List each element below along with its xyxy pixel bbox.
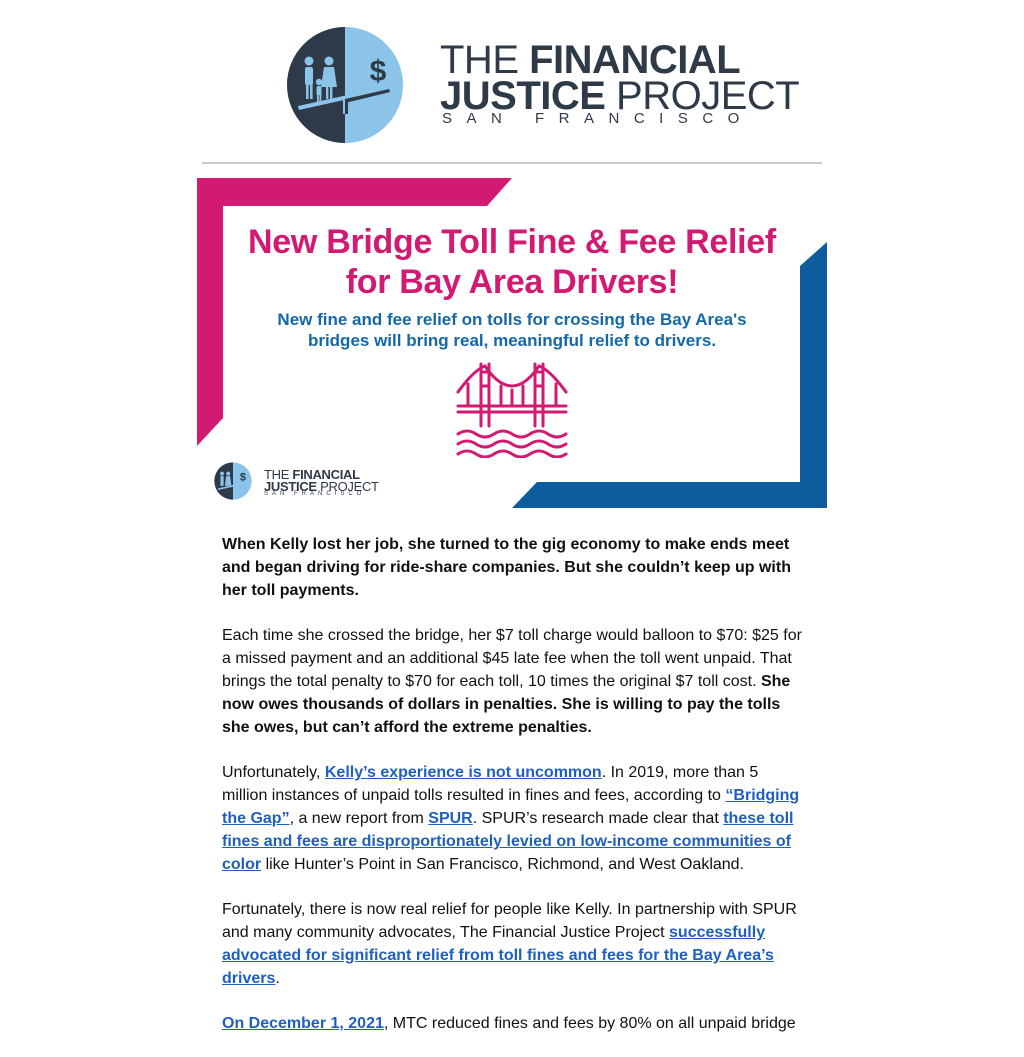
financial-justice-small-logo-icon — [214, 462, 252, 500]
banner-subtitle: New fine and fee relief on tolls for crossing the Bay Area's bridges will bring real, meaningful relief to drivers. — [277, 310, 747, 350]
small-brand-city: SAN FRANCISCO — [264, 491, 366, 497]
paragraph-december: On December 1, 2021, MTC reduced fines and fees by 80% on all unpaid bridge — [222, 1015, 796, 1032]
paragraph-intro: When Kelly lost her job, she turned to the gig economy to make ends meet and began driving for ride-share companies. But she couldn’t keep up with her toll payments. — [222, 536, 791, 599]
header-divider — [202, 162, 822, 164]
small-brand-line1: THE FINANCIAL — [264, 467, 360, 482]
brand-name-line1: THE FINANCIAL — [440, 38, 741, 82]
paragraph-relief: Fortunately, there is now real relief for people like Kelly. In partnership with SPUR and many community advocates, The Financial Justice Project successfully advocated for significant relief from toll fines and fees for the Bay Area’s drivers. — [222, 901, 797, 987]
link-spur[interactable]: SPUR — [428, 810, 473, 827]
brand-name-line2: JUSTICE PROJECT — [440, 74, 800, 118]
financial-justice-logo-icon — [286, 26, 404, 144]
svg-text:$: $ — [369, 55, 387, 88]
link-bridging-the-gap[interactable]: “Bridging the Gap” — [222, 787, 800, 827]
link-december-2021[interactable]: On December 1, 2021 — [222, 1015, 384, 1032]
link-advocated-relief[interactable]: successfully advocated for significant relief from toll fines and fees for the Bay Area’s drivers — [222, 924, 774, 987]
hero-banner — [197, 178, 827, 508]
svg-text:$: $ — [239, 471, 247, 484]
link-kelly-experience[interactable]: Kelly’s experience is not uncommon — [324, 764, 602, 781]
email-header — [0, 0, 1024, 160]
banner-title: New Bridge Toll Fine & Fee Relief for Bay Area Drivers! — [248, 223, 776, 301]
golden-gate-bridge-icon — [456, 362, 568, 458]
brand-city: SAN FRANCISCO — [442, 110, 754, 127]
paragraph-spur-report: Unfortunately, Kelly’s experience is not uncommon. In 2019, more than 5 million instances of unpaid tolls resulted in fines and fees, according to “Bridging the Gap”, a new report from SPUR. SPUR’s research made clear that these toll fines and fees are disproportionately levied on low-income communities of color like Hunter’s Point in San Francisco, Richmond, and West Oakland. — [222, 764, 800, 873]
paragraph-toll-cost: Each time she crossed the bridge, her $7 toll charge would balloon to $70: $25 for a missed payment and an additional $45 late fee when the toll went unpaid. That brings the total penalty to $70 for each toll, 10 times the original $7 toll cost. She now owes thousands of dollars in penalties. She is willing to pay the tolls she owes, but can’t afford the extreme penalties. — [222, 627, 802, 736]
link-disproportionate-fines[interactable]: these toll fines and fees are disproportionately levied on low-income communities of color — [222, 810, 794, 873]
article-body — [222, 533, 806, 1057]
small-brand-line2: JUSTICE PROJECT — [264, 479, 379, 494]
